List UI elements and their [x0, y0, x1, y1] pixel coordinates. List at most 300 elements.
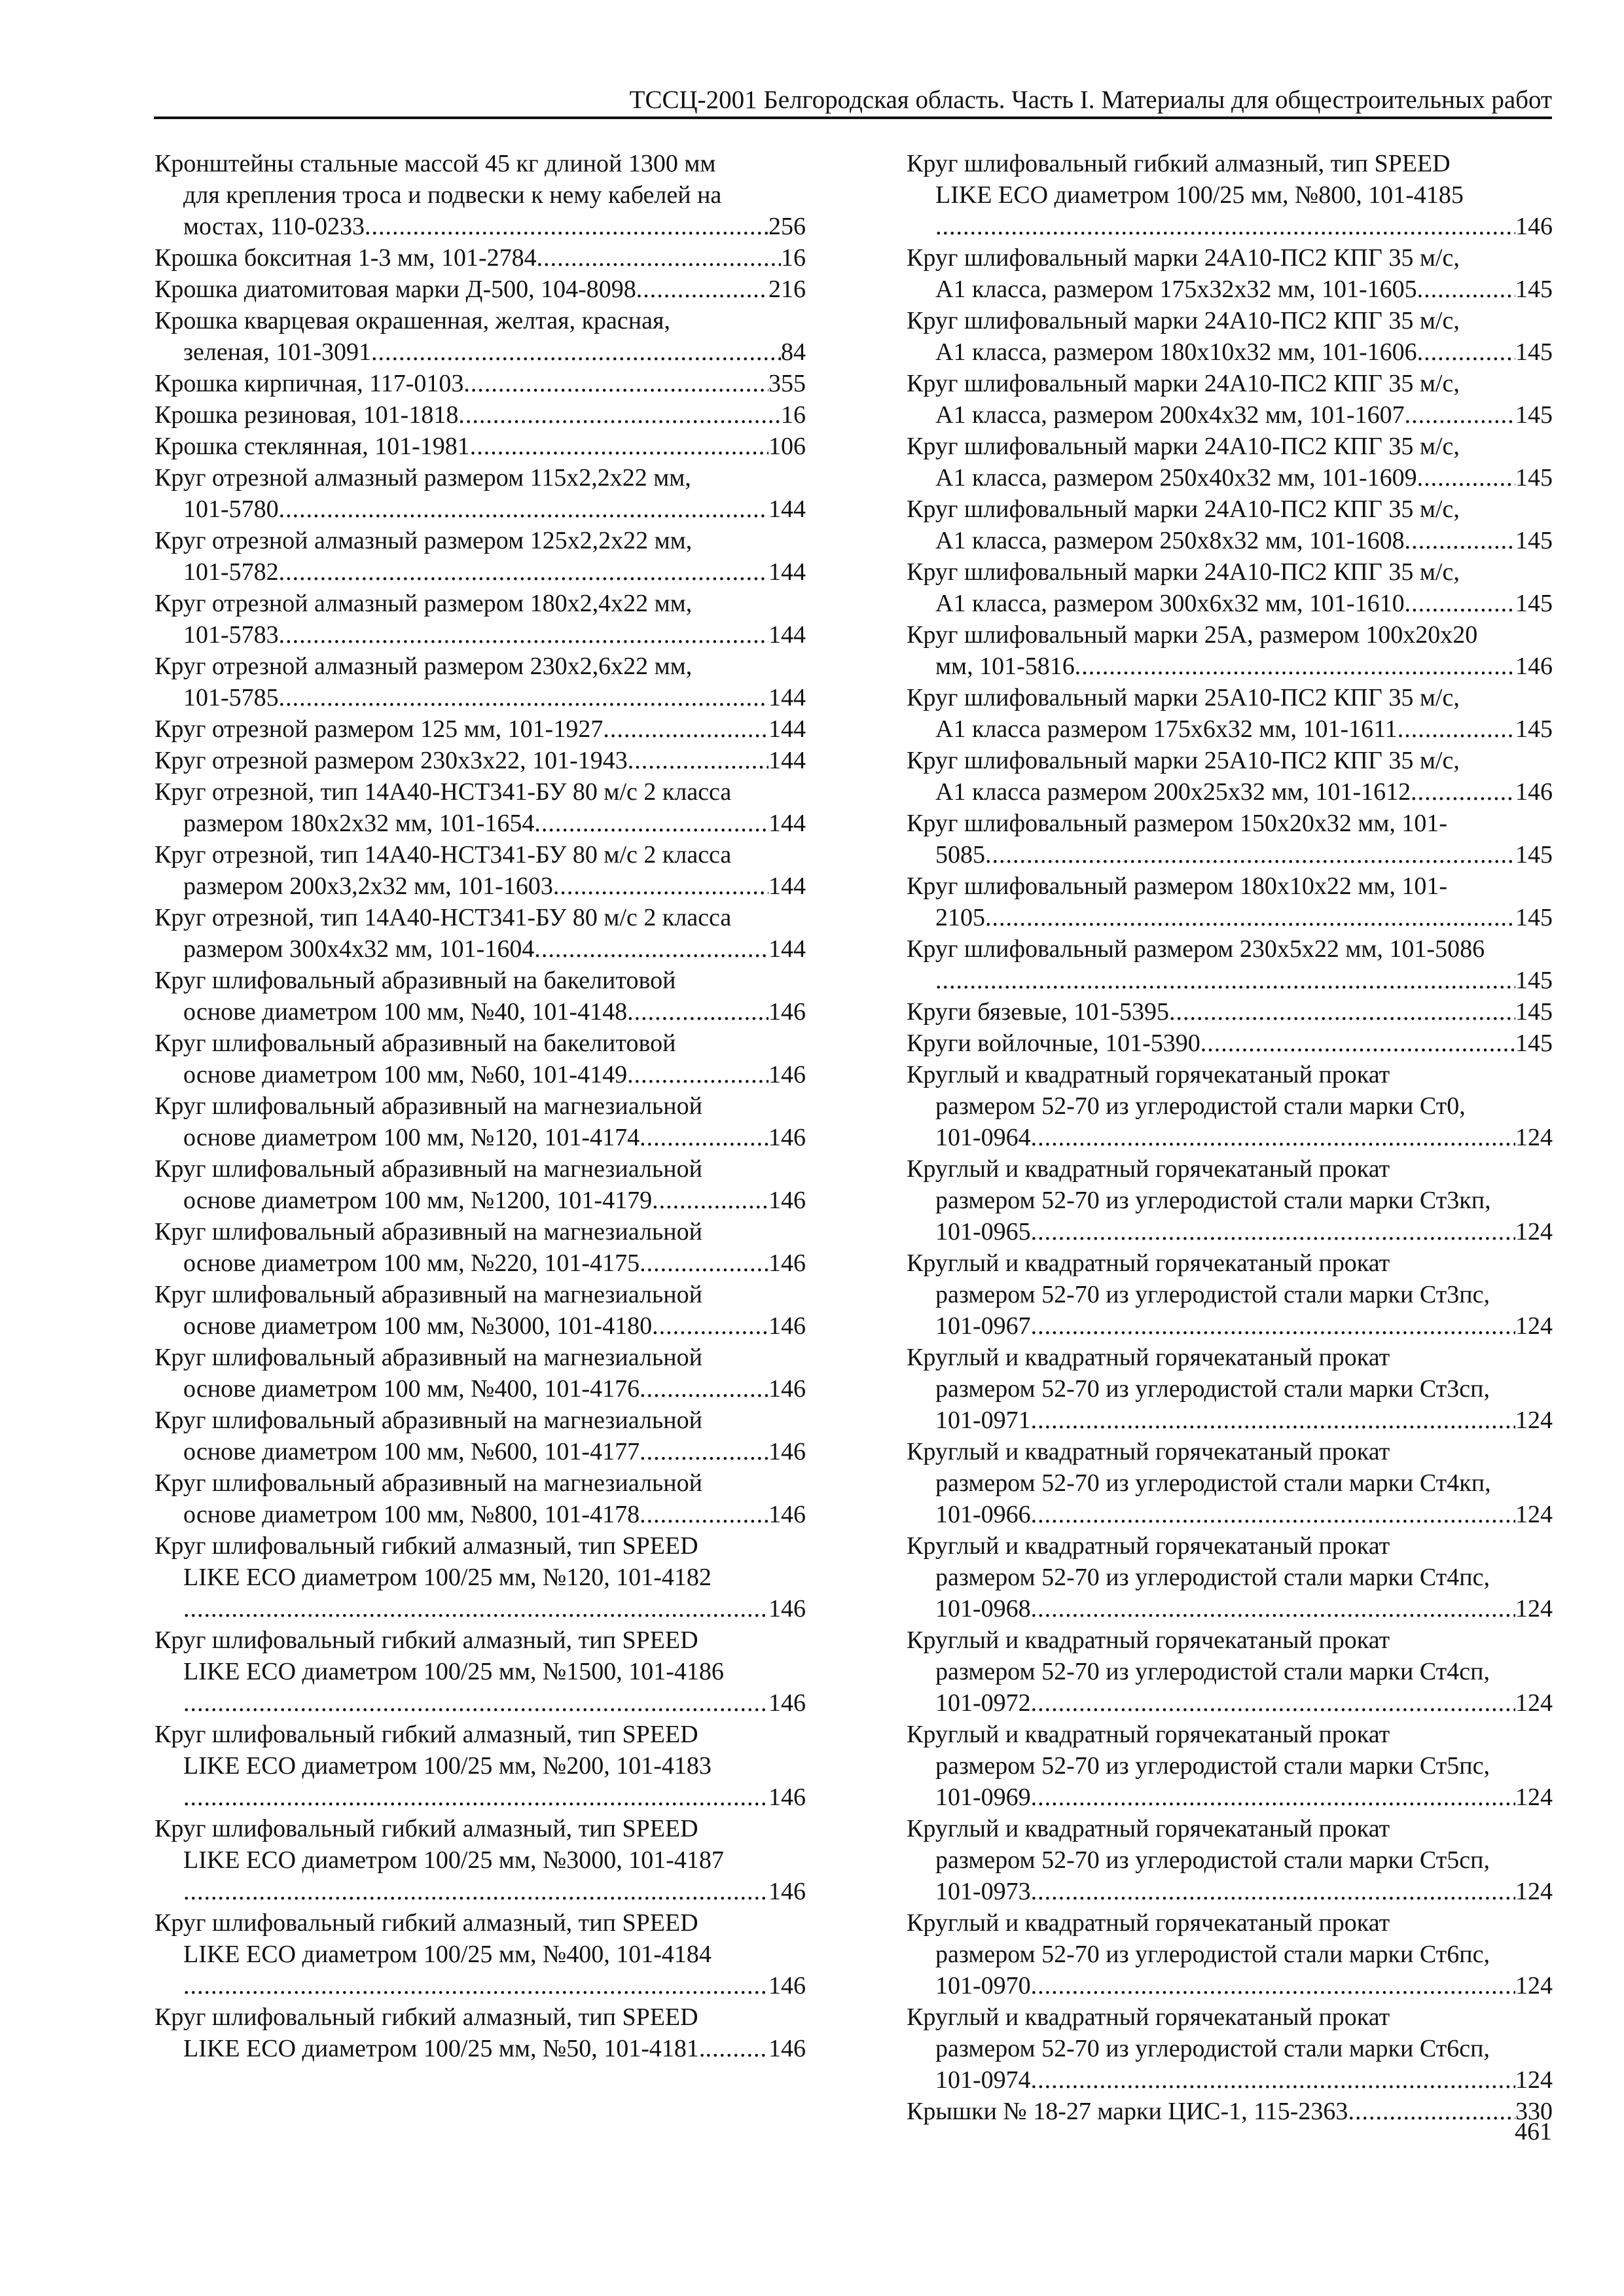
index-entry	[907, 745, 1553, 808]
entry-page-ref: 146	[1515, 778, 1553, 806]
index-entry	[907, 242, 1553, 305]
entry-page-ref: 146	[768, 2035, 806, 2062]
entry-text-line: Крошка кварцевая окрашенная, желтая, красная,	[154, 307, 670, 334]
dot-leader	[627, 996, 768, 1028]
entry-text-line: 101-5780	[183, 495, 279, 523]
entry-leader-line	[154, 1185, 806, 1216]
entry-leader-line	[907, 1310, 1553, 1342]
entry-page-ref: 144	[768, 684, 806, 711]
dot-leader	[537, 242, 781, 274]
dot-leader	[553, 870, 768, 902]
entry-text-line: для крепления троса и подвески к нему кабелей на	[183, 181, 722, 209]
index-entry	[154, 1342, 806, 1405]
entry-text-line: 101-0969	[935, 1784, 1031, 1811]
index-entry	[907, 619, 1553, 682]
entry-text-line: Круг отрезной алмазный размером 230x2,6x22 мм,	[154, 653, 693, 680]
index-entry	[907, 1813, 1553, 1907]
entry-leader-line	[907, 274, 1553, 305]
dot-leader	[458, 399, 781, 431]
index-entry	[907, 368, 1553, 431]
index-entry	[154, 839, 806, 902]
entry-leader-line	[154, 368, 806, 399]
entry-leader-line	[907, 2064, 1553, 2096]
dot-leader	[1348, 2096, 1515, 2127]
entry-page-ref: 256	[768, 213, 806, 240]
entry-text-line: основе диаметром 100 мм, №40, 101-4148	[183, 998, 628, 1026]
entry-text-line: Круг шлифовальный марки 24А10-ПС2 КПГ 35 м/с,	[907, 370, 1460, 397]
dot-leader	[985, 839, 1515, 870]
dot-leader	[279, 619, 768, 651]
dot-leader	[183, 1782, 768, 1813]
dot-leader	[985, 902, 1515, 933]
entry-text-line: размером 52-70 из углеродистой стали марки Ст3кп,	[935, 1187, 1491, 1214]
dot-leader	[1031, 1876, 1515, 1907]
index-entry	[154, 1907, 806, 2001]
entry-page-ref: 146	[768, 1595, 806, 1623]
entry-page-ref: 216	[768, 276, 806, 303]
index-entry	[907, 2001, 1553, 2096]
entry-page-ref: 146	[768, 1878, 806, 1905]
entry-text-line: Крошка бокситная 1-3 мм, 101-2784	[154, 244, 537, 272]
entry-page-ref: 145	[1515, 338, 1553, 366]
entry-page-ref: 355	[768, 370, 806, 397]
entry-leader-line	[907, 1593, 1553, 1624]
dot-leader	[1417, 336, 1515, 368]
dot-leader	[463, 368, 768, 399]
index-entry	[154, 1028, 806, 1090]
entry-text-line: Круг шлифовальный размером 230x5x22 мм, 101-5086	[907, 935, 1485, 963]
entry-page-ref: 145	[1515, 904, 1553, 931]
entry-page-ref: 106	[768, 433, 806, 460]
index-entry	[154, 148, 806, 242]
entry-page-ref: 144	[768, 935, 806, 963]
entry-text-line: 101-0970	[935, 1972, 1031, 2000]
dot-leader	[1398, 713, 1515, 745]
dot-leader	[640, 1499, 768, 1530]
entry-text-line: 5085	[935, 841, 985, 869]
entry-text-line: Круг шлифовальный абразивный на магнезиальной	[154, 1155, 702, 1183]
index-entry	[154, 1719, 806, 1813]
entry-page-ref: 144	[768, 558, 806, 586]
entry-text-line: А1 класса, размером 300x6x32 мм, 101-1610	[935, 590, 1405, 617]
entry-text-line: размером 52-70 из углеродистой стали марки Ст4кп,	[935, 1469, 1491, 1497]
entry-text-line: Круг шлифовальный гибкий алмазный, тип SPEED	[154, 2003, 698, 2031]
entry-text-line: размером 200x3,2x32 мм, 101-1603	[183, 872, 553, 900]
entry-text-line: LIKE ECO диаметром 100/25 мм, №1500, 101-4186	[183, 1658, 724, 1685]
entry-text-line: LIKE ECO диаметром 100/25 мм, №3000, 101-4187	[183, 1846, 724, 1874]
index-entry	[154, 1813, 806, 1907]
entry-text-line: А1 класса размером 200x25x32 мм, 101-1612	[935, 778, 1411, 806]
index-entry	[154, 431, 806, 462]
entry-text-line: Круг шлифовальный размером 180x10x22 мм, 101-	[907, 872, 1448, 900]
entry-page-ref: 124	[1515, 2066, 1553, 2094]
entry-page-ref: 145	[1515, 1030, 1553, 1057]
entry-leader-line	[154, 808, 806, 839]
entry-leader-line	[154, 1373, 806, 1405]
dot-leader	[652, 1310, 768, 1342]
dot-leader	[365, 211, 768, 242]
entry-leader-line	[154, 1970, 806, 2001]
dot-leader	[1031, 1122, 1515, 1153]
entry-text-line: Крошка стеклянная, 101-1981	[154, 433, 470, 460]
index-entry	[907, 808, 1553, 870]
entry-leader-line	[907, 776, 1553, 808]
entry-page-ref: 146	[768, 1187, 806, 1214]
entry-leader-line	[154, 211, 806, 242]
entry-leader-line	[907, 1122, 1553, 1153]
entry-leader-line	[154, 870, 806, 902]
entry-leader-line	[154, 619, 806, 651]
entry-text-line: 101-0966	[935, 1501, 1031, 1528]
index-column-left	[154, 148, 806, 2064]
entry-page-ref: 124	[1515, 1312, 1553, 1340]
dot-leader	[470, 431, 768, 462]
entry-text-line: Круглый и квадратный горячекатаный прокат	[907, 1344, 1390, 1371]
index-entry	[907, 1059, 1553, 1153]
dot-leader	[640, 1247, 768, 1279]
entry-text-line: размером 52-70 из углеродистой стали марки Ст6сп,	[935, 2035, 1490, 2062]
entry-text-line: Крошка диатомитовая марки Д-500, 104-8098	[154, 276, 636, 303]
entry-leader-line	[154, 2033, 806, 2064]
dot-leader	[640, 1122, 768, 1153]
entry-leader-line	[154, 431, 806, 462]
entry-page-ref: 145	[1515, 464, 1553, 492]
index-entry	[907, 305, 1553, 368]
dot-leader	[371, 336, 781, 368]
entry-text-line: Круг шлифовальный марки 25А10-ПС2 КПГ 35 м/с,	[907, 684, 1460, 711]
entry-page-ref: 146	[768, 1061, 806, 1088]
entry-leader-line	[154, 1687, 806, 1719]
index-entry	[154, 1467, 806, 1530]
entry-leader-line	[154, 745, 806, 776]
dot-leader	[652, 1185, 768, 1216]
entry-leader-line	[154, 1499, 806, 1530]
entry-text-line: размером 180x2x32 мм, 101-1654	[183, 810, 535, 837]
entry-page-ref: 146	[768, 1312, 806, 1340]
index-entry	[154, 1530, 806, 1624]
index-entry	[154, 1624, 806, 1719]
entry-leader-line	[907, 462, 1553, 493]
index-entry	[907, 1719, 1553, 1813]
dot-leader	[1031, 1593, 1515, 1624]
index-entry	[907, 1028, 1553, 1059]
dot-leader	[183, 1876, 768, 1907]
entry-page-ref: 144	[768, 872, 806, 900]
entry-text-line: Круглый и квадратный горячекатаный прокат	[907, 1909, 1390, 1937]
entry-page-ref: 144	[768, 495, 806, 523]
entry-text-line: Круг шлифовальный гибкий алмазный, тип SPEED	[154, 1909, 698, 1937]
dot-leader	[1417, 274, 1515, 305]
entry-page-ref: 144	[768, 747, 806, 774]
entry-text-line: А1 класса, размером 250x8x32 мм, 101-1608	[935, 527, 1405, 554]
entry-text-line: Круг отрезной алмазный размером 115x2,2x22 мм,	[154, 464, 691, 492]
entry-leader-line	[154, 336, 806, 368]
entry-page-ref: 145	[1515, 715, 1553, 743]
entry-leader-line	[907, 996, 1553, 1028]
entry-page-ref: 124	[1515, 1124, 1553, 1151]
page-number: 461	[1515, 2118, 1552, 2145]
entry-text-line: Круг шлифовальный абразивный на магнезиальной	[154, 1218, 702, 1246]
dot-leader	[183, 1970, 768, 2001]
entry-leader-line	[907, 1028, 1553, 1059]
dot-leader	[1200, 1028, 1515, 1059]
dot-leader	[935, 211, 1515, 242]
entry-text-line: основе диаметром 100 мм, №220, 101-4175	[183, 1249, 640, 1277]
entry-page-ref: 330	[1515, 2098, 1553, 2125]
entry-text-line: Круглый и квадратный горячекатаный прокат	[907, 1249, 1390, 1277]
dot-leader	[183, 1687, 768, 1719]
dot-leader	[628, 745, 768, 776]
index-entry	[154, 462, 806, 525]
entry-text-line: 2105	[935, 904, 985, 931]
dot-leader	[1405, 399, 1515, 431]
index-entry	[907, 933, 1553, 996]
entry-text-line: Круг шлифовальный гибкий алмазный, тип SPEED	[907, 150, 1451, 177]
entry-text-line: 101-0965	[935, 1218, 1031, 1246]
entry-text-line: А1 класса, размером 180x10x32 мм, 101-1606	[935, 338, 1417, 366]
index-entry	[907, 1907, 1553, 2001]
entry-page-ref: 84	[781, 338, 806, 366]
index-entry	[907, 1624, 1553, 1719]
entry-text-line: Кронштейны стальные массой 45 кг длиной 1300 мм	[154, 150, 716, 177]
dot-leader	[1031, 1499, 1515, 1530]
entry-text-line: 101-5785	[183, 684, 279, 711]
entry-text-line: размером 52-70 из углеродистой стали марки Ст0,	[935, 1092, 1466, 1120]
entry-leader-line	[907, 211, 1553, 242]
entry-text-line: LIKE ECO диаметром 100/25 мм, №200, 101-4183	[183, 1752, 712, 1780]
entry-leader-line	[907, 1782, 1553, 1813]
index-entry	[154, 1279, 806, 1342]
dot-leader	[279, 682, 768, 713]
entry-leader-line	[907, 525, 1553, 556]
entry-text-line: 101-0971	[935, 1407, 1031, 1434]
index-entry	[907, 1153, 1553, 1247]
entry-text-line: 101-5783	[183, 621, 279, 649]
entry-text-line: мостах, 110-0233	[183, 213, 365, 240]
entry-page-ref: 144	[768, 810, 806, 837]
entry-page-ref: 146	[768, 1784, 806, 1811]
entry-text-line: Круг шлифовальный марки 25А, размером 100x20x20	[907, 621, 1478, 649]
entry-text-line: Круг шлифовальный размером 150x20x32 мм, 101-	[907, 810, 1448, 837]
entry-text-line: Круг отрезной, тип 14А40-НСТ341-БУ 80 м/с 2 класса	[154, 904, 732, 931]
entry-text-line: Круг шлифовальный абразивный на бакелитовой	[154, 967, 676, 994]
index-entry	[154, 1216, 806, 1279]
dot-leader	[1169, 996, 1515, 1028]
entry-text-line: Круг отрезной, тип 14А40-НСТ341-БУ 80 м/с 2 класса	[154, 778, 732, 806]
entry-leader-line	[907, 1216, 1553, 1247]
index-entry	[907, 682, 1553, 745]
index-entry	[154, 965, 806, 1028]
entry-text-line: Круг отрезной размером 125 мм, 101-1927	[154, 715, 604, 743]
entry-leader-line	[154, 713, 806, 745]
entry-text-line: размером 52-70 из углеродистой стали марки Ст6пс,	[935, 1941, 1490, 1968]
entry-text-line: 101-0968	[935, 1595, 1031, 1623]
entry-text-line: 101-5782	[183, 558, 279, 586]
entry-text-line: 101-0974	[935, 2066, 1031, 2094]
entry-text-line: Круглый и квадратный горячекатаный прокат	[907, 1061, 1390, 1088]
entry-page-ref: 145	[1515, 841, 1553, 869]
entry-page-ref: 146	[768, 1375, 806, 1403]
entry-text-line: LIKE ECO диаметром 100/25 мм, №120, 101-4182	[183, 1564, 712, 1591]
entry-page-ref: 145	[1515, 401, 1553, 429]
entry-text-line: 101-0973	[935, 1878, 1031, 1905]
entry-text-line: Круг отрезной, тип 14А40-НСТ341-БУ 80 м/с 2 класса	[154, 841, 732, 869]
dot-leader	[1417, 462, 1515, 493]
dot-leader	[183, 1593, 768, 1624]
entry-text-line: 101-0972	[935, 1689, 1031, 1717]
entry-text-line: LIKE ECO диаметром 100/25 мм, №50, 101-4181.	[183, 2035, 706, 2062]
index-entry	[907, 1247, 1553, 1342]
entry-text-line: основе диаметром 100 мм, №120, 101-4174	[183, 1124, 640, 1151]
entry-text-line: размером 52-70 из углеродистой стали марки Ст3пс,	[935, 1281, 1490, 1308]
entry-leader-line	[907, 399, 1553, 431]
index-entry	[907, 431, 1553, 493]
entry-text-line: LIKE ECO диаметром 100/25 мм, №800, 101-4185	[935, 181, 1464, 209]
index-entry	[154, 902, 806, 965]
entry-leader-line	[154, 1436, 806, 1467]
entry-text-line: Круг шлифовальный гибкий алмазный, тип SPEED	[154, 1721, 698, 1748]
entry-leader-line	[154, 682, 806, 713]
entry-leader-line	[154, 1059, 806, 1090]
index-entry	[907, 556, 1553, 619]
entry-text-line: А1 класса, размером 175x32x32 мм, 101-1605	[935, 276, 1417, 303]
entry-text-line: Круг шлифовальный абразивный на магнезиальной	[154, 1281, 702, 1308]
entry-text-line: Круглый и квадратный горячекатаный прокат	[907, 1626, 1390, 1654]
entry-page-ref: 16	[781, 401, 806, 429]
entry-page-ref: 146	[1515, 213, 1553, 240]
entry-page-ref: 146	[768, 1438, 806, 1465]
entry-page-ref: 124	[1515, 1595, 1553, 1623]
entry-leader-line	[907, 713, 1553, 745]
entry-text-line: размером 52-70 из углеродистой стали марки Ст5сп,	[935, 1846, 1490, 1874]
entry-leader-line	[154, 933, 806, 965]
entry-text-line: Круг отрезной алмазный размером 125x2,2x22 мм,	[154, 527, 693, 554]
entry-page-ref: 146	[768, 1972, 806, 2000]
index-column-right	[907, 148, 1553, 2127]
entry-text-line: Круглый и квадратный горячекатаный прокат	[907, 2003, 1390, 2031]
entry-leader-line	[154, 996, 806, 1028]
entry-leader-line	[154, 242, 806, 274]
entry-leader-line	[907, 839, 1553, 870]
index-entry	[154, 745, 806, 776]
entry-text-line: Круг шлифовальный гибкий алмазный, тип SPEED	[154, 1815, 698, 1842]
entry-text-line: основе диаметром 100 мм, №600, 101-4177	[183, 1438, 640, 1465]
entry-text-line: Крышки № 18-27 марки ЦИС-1, 115-2363	[907, 2098, 1348, 2125]
index-entry	[154, 399, 806, 431]
entry-text-line: Крошка кирпичная, 117-0103	[154, 370, 464, 397]
entry-page-ref: 124	[1515, 1501, 1553, 1528]
entry-page-ref: 144	[768, 621, 806, 649]
entry-page-ref: 145	[1515, 527, 1553, 554]
dot-leader	[1031, 1970, 1515, 2001]
entry-leader-line	[154, 493, 806, 525]
dot-leader	[1075, 651, 1515, 682]
entry-leader-line	[154, 1593, 806, 1624]
entry-leader-line	[154, 399, 806, 431]
entry-text-line: Круги войлочные, 101-5390	[907, 1030, 1200, 1057]
entry-leader-line	[907, 1876, 1553, 1907]
entry-text-line: Крошка резиновая, 101-1818	[154, 401, 459, 429]
entry-page-ref: 124	[1515, 1689, 1553, 1717]
index-entry	[907, 870, 1553, 933]
entry-leader-line	[907, 1687, 1553, 1719]
entry-page-ref: 145	[1515, 276, 1553, 303]
entry-text-line: Круги бязевые, 101-5395	[907, 998, 1170, 1026]
dot-leader	[1031, 1310, 1515, 1342]
entry-leader-line	[907, 1405, 1553, 1436]
index-entry	[154, 242, 806, 274]
index-entry	[154, 776, 806, 839]
entry-text-line: размером 52-70 из углеродистой стали марки Ст4сп,	[935, 1658, 1490, 1685]
entry-leader-line	[154, 1310, 806, 1342]
entry-text-line: размером 52-70 из углеродистой стали марки Ст3сп,	[935, 1375, 1490, 1403]
index-entry	[154, 368, 806, 399]
index-entry	[154, 588, 806, 651]
entry-text-line: Круглый и квадратный горячекатаный прокат	[907, 1438, 1390, 1465]
index-entry	[907, 1342, 1553, 1436]
entry-leader-line	[154, 274, 806, 305]
entry-page-ref: 16	[781, 244, 806, 272]
entry-leader-line	[907, 588, 1553, 619]
dot-leader	[1031, 1782, 1515, 1813]
index-entry	[154, 1405, 806, 1467]
entry-leader-line	[907, 1499, 1553, 1530]
entry-leader-line	[907, 2096, 1553, 2127]
entry-text-line: Круг шлифовальный марки 24А10-ПС2 КПГ 35 м/с,	[907, 433, 1460, 460]
entry-page-ref: 146	[768, 1249, 806, 1277]
dot-leader	[636, 274, 768, 305]
entry-page-ref: 146	[768, 1501, 806, 1528]
running-header: ТССЦ-2001 Белгородская область. Часть I. Материалы для общестроительных работ	[629, 86, 1552, 114]
dot-leader	[627, 1059, 768, 1090]
entry-text-line: основе диаметром 100 мм, №800, 101-4178	[183, 1501, 640, 1528]
entry-text-line: мм, 101-5816	[935, 653, 1075, 680]
entry-leader-line	[907, 902, 1553, 933]
entry-leader-line	[154, 1876, 806, 1907]
dot-leader	[279, 556, 768, 588]
dot-leader	[640, 1373, 768, 1405]
entry-text-line: Круг шлифовальный абразивный на магнезиальной	[154, 1407, 702, 1434]
entry-text-line: А1 класса, размером 250x40x32 мм, 101-1609	[935, 464, 1417, 492]
entry-text-line: размером 52-70 из углеродистой стали марки Ст5пс,	[935, 1752, 1490, 1780]
entry-leader-line	[154, 556, 806, 588]
entry-page-ref: 145	[1515, 967, 1553, 994]
entry-page-ref: 124	[1515, 1972, 1553, 2000]
index-entry	[154, 525, 806, 588]
index-entry	[907, 148, 1553, 242]
dot-leader	[534, 808, 768, 839]
entry-leader-line	[154, 1247, 806, 1279]
index-entry	[907, 1436, 1553, 1530]
entry-text-line: Круг шлифовальный марки 24А10-ПС2 КПГ 35 м/с,	[907, 244, 1460, 272]
entry-page-ref: 124	[1515, 1407, 1553, 1434]
index-entry	[907, 493, 1553, 556]
dot-leader	[1031, 1405, 1515, 1436]
dot-leader	[534, 933, 768, 965]
entry-page-ref: 124	[1515, 1218, 1553, 1246]
entry-leader-line	[907, 1970, 1553, 2001]
entry-page-ref: 146	[768, 998, 806, 1026]
entry-text-line: основе диаметром 100 мм, №1200, 101-4179	[183, 1187, 653, 1214]
entry-text-line: Круг шлифовальный марки 25А10-ПС2 КПГ 35 м/с,	[907, 747, 1460, 774]
entry-text-line: Круг отрезной алмазный размером 180x2,4x22 мм,	[154, 590, 693, 617]
entry-text-line: Круг шлифовальный абразивный на магнезиальной	[154, 1469, 702, 1497]
entry-text-line: основе диаметром 100 мм, №3000, 101-4180	[183, 1312, 653, 1340]
entry-text-line: размером 300x4x32 мм, 101-1604	[183, 935, 535, 963]
index-entry	[154, 274, 806, 305]
entry-leader-line	[154, 1782, 806, 1813]
index-entry	[907, 996, 1553, 1028]
